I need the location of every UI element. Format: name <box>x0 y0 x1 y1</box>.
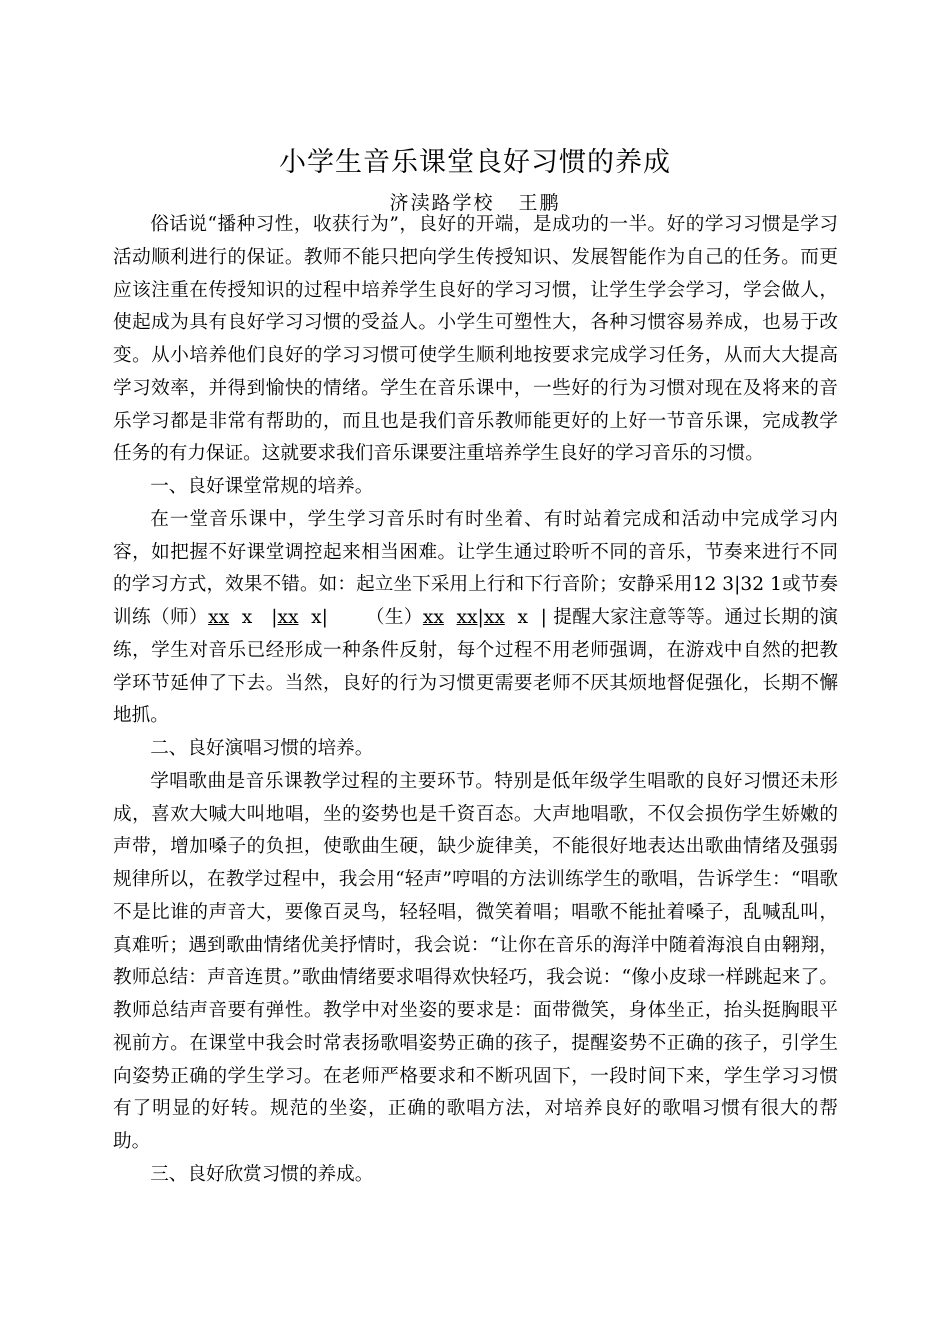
rhythm-note: xx <box>208 607 230 628</box>
section-heading-2: 二、良好演唱习惯的培养。 <box>150 738 374 759</box>
author-byline: 济渎路学校 王鹏 <box>389 192 561 214</box>
rhythm-note: xx <box>422 607 444 628</box>
rhythm-note: | <box>477 607 484 628</box>
teacher-label: （师） <box>151 607 209 628</box>
rhythm-note: xx <box>456 607 478 628</box>
rhythm-note <box>444 607 457 628</box>
rhythm-note: xx <box>483 607 505 628</box>
paragraph-text: 在一堂音乐课中，学生学习音乐时有时坐着、有时站着完成和活动中完成学习内容，如把握不好课堂调控起来相当困难。让学生通过聆听不同的音乐，节奏来进行不同的学习方式，效果不错。如：起立坐下采用上行和下行音阶；安静采用12 3|32 1或节奏训练 <box>113 508 838 628</box>
section-heading-1: 一、良好课堂常规的培养。 <box>150 476 374 497</box>
classroom-routine-paragraph <box>113 504 838 733</box>
rhythm-note: xx <box>277 607 299 628</box>
document-body <box>113 209 838 1192</box>
rhythm-note: x| <box>298 607 328 628</box>
rhythm-notation <box>151 607 547 628</box>
singing-habits-paragraph: 学唱歌曲是音乐课教学过程的主要环节。特别是低年级学生唱歌的良好习惯还未形成，喜欢大喊大叫地唱，坐的姿势也是千资百态。大声地唱歌，不仅会损伤学生娇嫩的声带，增加嗓子的负担，使歌曲生硬，缺少旋律美，不能很好地表达出歌曲情绪及强弱规律所以，在教学过程中，我会用“轻声”哼唱的方法训练学生的歌唱，告诉学生：“唱歌不是比谁的声音大，要像百灵鸟，轻轻唱，微笑着唱；唱歌不能扯着嗓子，乱喊乱叫，真难听；遇到歌曲情绪优美抒情时，我会说：“让你在音乐的海洋中随着海浪自由翱翔，教师总结：声音连贯。”歌曲情绪要求唱得欢快轻巧，我会说：“像小皮球一样跳起来了。教师总结声音要有弹性。教学中对坐姿的要求是：面带微笑，身体坐正，抬头挺胸眼平视前方。在课堂中我会时常表扬歌唱姿势正确的孩子，提醒姿势不正确的孩子，引学生向姿势正确的学生学习。在老师严格要求和不断巩固下，一段时间下来，学生学习习惯有了明显的好转。规范的坐姿，正确的歌唱方法，对培养良好的歌唱习惯有很大的帮助。 <box>113 770 838 1152</box>
rhythm-note: x | <box>504 607 547 628</box>
student-label: （生） <box>327 607 423 628</box>
rhythm-note: x | <box>229 607 278 628</box>
paragraph-text: 提醒大家注意等等。通过长期的演练，学生对音乐已经形成一种条件反射，每个过程不用老师强调，在游戏中自然的把教学环节延伸了下去。当然，良好的行为习惯更需要老师不厌其烦地督促强化，长期不懈地抓。 <box>113 607 838 727</box>
section-heading-3: 三、良好欣赏习惯的养成。 <box>150 1163 374 1185</box>
intro-paragraph: 俗话说“播种习性，收获行为”，良好的开端，是成功的一半。好的学习习惯是学习活动顺利进行的保证。教师不能只把向学生传授知识、发展智能作为自己的任务。而更应该注重在传授知识的过程中培养学生良好的学习习惯，让学生学会学习，学会做人，使起成为具有良好学习习惯的受益人。小学生可塑性大，各种习惯容易养成，也易于改变。从小培养他们良好的学习习惯可使学生顺利地按要求完成学习任务，从而大大提高学习效率，并得到愉快的情绪。学生在音乐课中，一些好的行为习惯对现在及将来的音乐学习都是非常有帮助的，而且也是我们音乐教师能更好的上好一节音乐课，完成教学任务的有力保证。这就要求我们音乐课要注重培养学生良好的学习音乐的习惯。 <box>113 214 838 465</box>
document-title: 小学生音乐课堂良好习惯的养成 <box>279 147 671 178</box>
